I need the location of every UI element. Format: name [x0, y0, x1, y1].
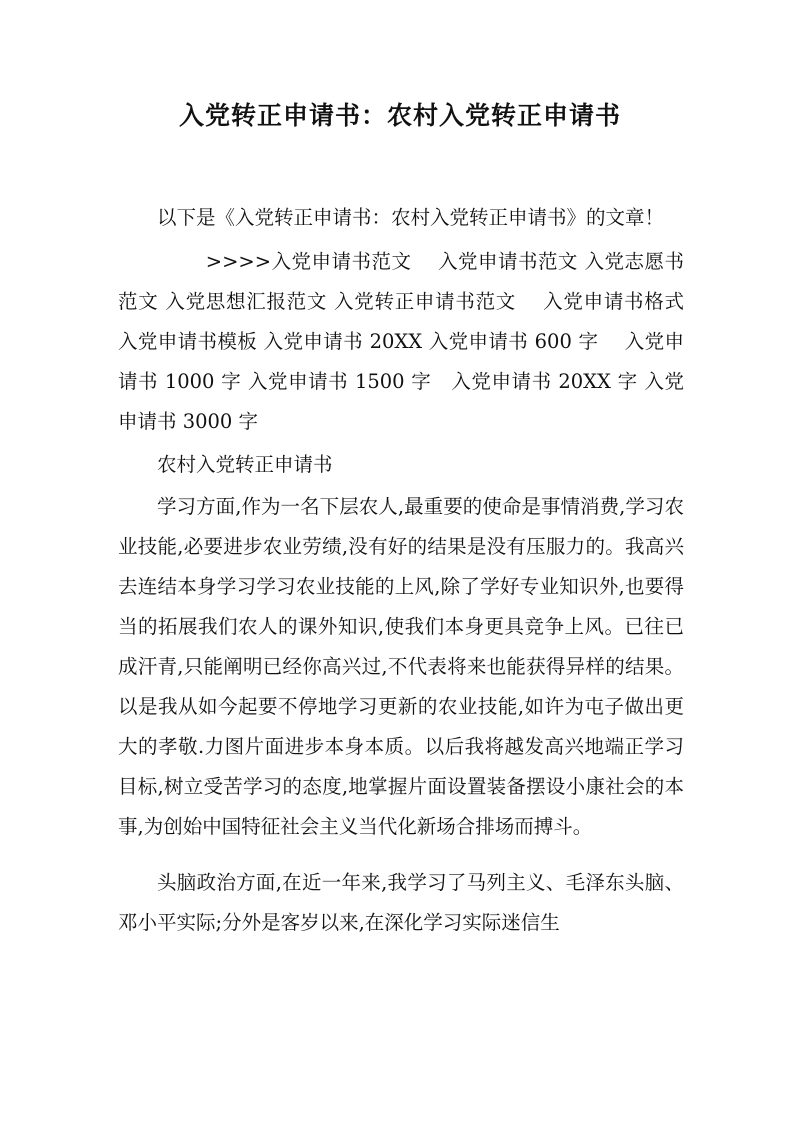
- study-paragraph: 学习方面,作为一名下层农人,最重要的使命是事情消费,学习农业技能,必要进步农业劳绩,没有好的结果是没有压服力的。我高兴去连结本身学习学习农业技能的上风,除了学好专业知识外,也要得当的拓展我们农人的课外知识,使我们本身更具竞争上风。已往已成汗青,只能阐明已经你高兴过,不代表将来也能获得异样的结果。以是我从如今起要不停地学习更新的农业技能,如许为屯子做出更大的孝敬.力图片面进步本身本质。以后我将越发高兴地端正学习目标,树立受苦学习的态度,地掌握片面设置装备摆设小康社会的本事,为创始中国特征社会主义当代化新场合排场而搏斗。: [118, 495, 684, 838]
- political-paragraph: 头脑政治方面,在近一年来,我学习了马列主义、毛泽东头脑、邓小平实际;分外是客岁以来,在深化学习实际迷信生: [118, 871, 684, 934]
- document-body: [118, 198, 684, 943]
- document-title: 入党转正申请书：农村入党转正申请书: [178, 101, 621, 130]
- intro-paragraph: 以下是《入党转正申请书：农村入党转正申请书》的文章！: [157, 206, 665, 229]
- section-subtitle: 农村入党转正申请书: [157, 453, 333, 476]
- related-links-paragraph: >>>>入党申请书范文 入党申请书范文 入党志愿书范文 入党思想汇报范文 入党转正申请书范文 入党申请书格式 入党申请书模板 入党申请书 20XX 入党申请书 600 字 入党申请书 1000 字 入党申请书 1500 字 入党申请书 20XX 字 入党申请书 3000 字: [118, 250, 684, 433]
